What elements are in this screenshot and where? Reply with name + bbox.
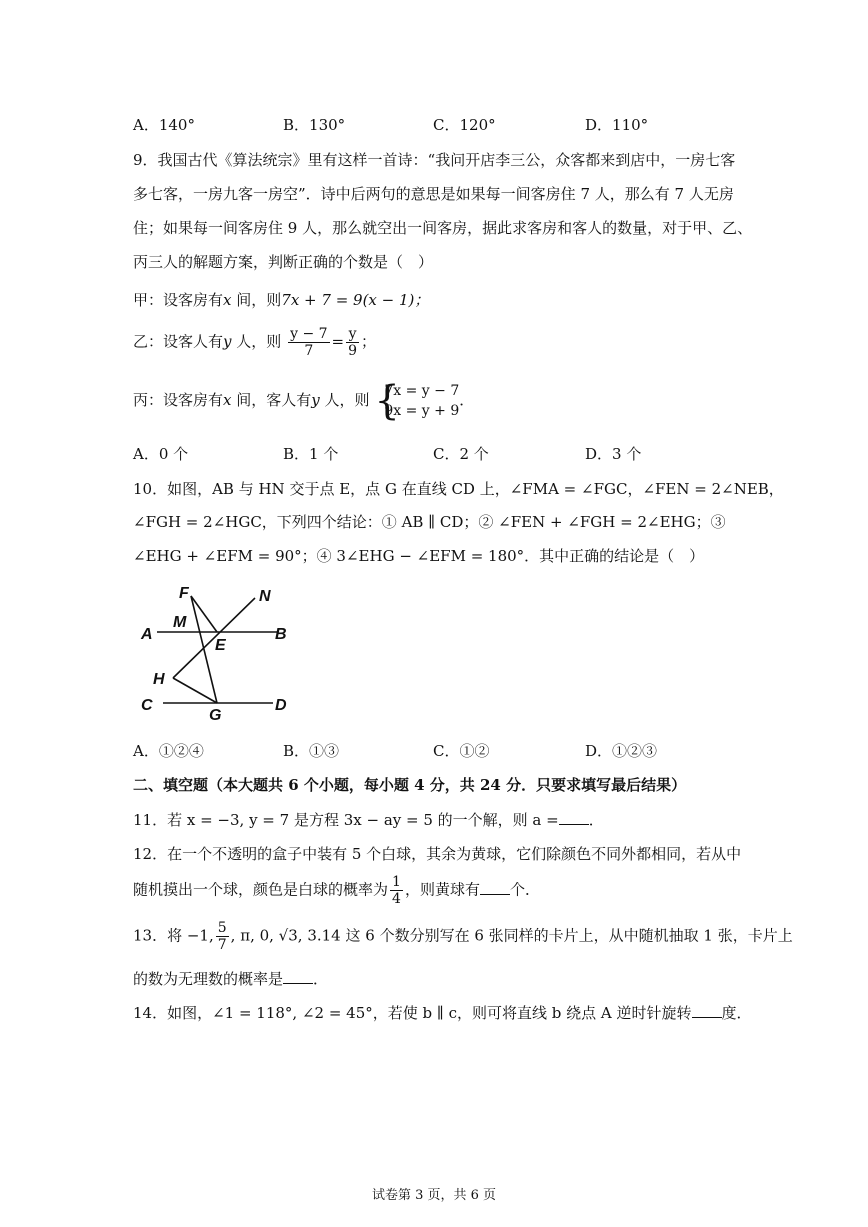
q9-bing-system: { 7x = y − 7 9x = y + 9 [374, 378, 460, 424]
q14-answer-blank[interactable] [692, 1003, 722, 1018]
q12-fraction: $\frac{1}{4}$ [392, 874, 401, 907]
label-f: F [179, 585, 189, 602]
line-hg [173, 678, 217, 703]
q9-option-d: D．3 个 [585, 445, 642, 463]
q9-option-b: B．1 个 [283, 445, 339, 463]
q8-option-a: A．140° [133, 116, 195, 134]
q8-option-b: B．130° [283, 116, 346, 134]
q10-option-c: C．①② [433, 742, 490, 760]
q13-line-2: 的数为无理数的概率是 ． [133, 970, 329, 988]
q9-option-c: C．2 个 [433, 445, 489, 463]
q9-bing: 丙：设客房有x 间，客人有y 人，则 { 7x = y − 7 9x = y + 9 ． [133, 378, 475, 424]
q9-line-1: 9．我国古代《算法统宗》里有这样一首诗：“我问开店李三公，众客都来到店中，一房七客 [133, 151, 736, 169]
q10-option-b: B．①③ [283, 742, 340, 760]
q13-fraction: $\frac{5}{7}$ [217, 920, 227, 953]
q9-line-3: 住；如果每一间客房住 9 人，那么就空出一间客房，据此求客房和客人的数量，对于甲、乙、 [133, 219, 753, 237]
label-m: M [173, 614, 187, 631]
label-b: B [275, 626, 287, 643]
q9-line-4: 丙三人的解题方案，判断正确的个数是（ ） [133, 253, 434, 271]
label-d: D [275, 697, 287, 714]
q9-option-a: A．0 个 [133, 445, 189, 463]
q10-geometry-figure [135, 580, 305, 720]
q11: 11．若 x = −3, y = 7 是方程 3x − ay = 5 的一个解，则 a = ． [133, 811, 604, 829]
q9-yi: 乙：设客人有y 人，则 $\frac{y - 7}{7}$ = $\frac{y}{9}$ ； [133, 326, 377, 359]
line-hn [173, 598, 255, 678]
q10-line-2: ∠FGH = 2∠HGC，下列四个结论：① AB ∥ CD；② ∠FEN + ∠FGH = 2∠EHG；③ [133, 513, 726, 531]
q9-jia: 甲：设客房有x 间，则7x + 7 = 9(x − 1)； [133, 291, 430, 309]
q8-option-c: C．120° [433, 116, 496, 134]
q9-yi-fraction-left: $\frac{y - 7}{7}$ [290, 326, 328, 359]
q13-line-1: 13．将 −1, $\frac{5}{7}$ , π, 0, √3, 3.14 这 6 个数分别写在 6 张同样的卡片上，从中随机抽取 1 张，卡片上 [133, 920, 793, 953]
q12-line-2: 随机摸出一个球，颜色是白球的概率为 $\frac{1}{4}$ ，则黄球有 个． [133, 874, 540, 907]
page-footer: 试卷第 3 页，共 6 页 [371, 1188, 497, 1203]
section-2-title: 二、填空题（本大题共 6 个小题，每小题 4 分，共 24 分．只要求填写最后结果） [133, 776, 687, 794]
q12-answer-blank[interactable] [480, 880, 510, 895]
q10-line-3: ∠EHG + ∠EFM = 90°；④ 3∠EHG − ∠EFM = 180°．其中正确的结论是（ ） [133, 547, 705, 565]
line-fg [191, 596, 217, 703]
label-a: A [141, 626, 153, 643]
q10-line-1: 10．如图，AB 与 HN 交于点 E，点 G 在直线 CD 上，∠FMA = ∠FGC，∠FEN = 2∠NEB， [133, 480, 784, 498]
q10-option-a: A．①②④ [133, 742, 204, 760]
q11-answer-blank[interactable] [559, 810, 589, 825]
q14: 14．如图，∠1 = 118°, ∠2 = 45°，若使 b ∥ c，则可将直线 b 绕点 A 逆时针旋转 度． [133, 1004, 752, 1022]
q8-option-d: D．110° [585, 116, 649, 134]
label-e: E [215, 637, 226, 654]
q9-yi-fraction-right: $\frac{y}{9}$ [348, 326, 358, 359]
label-n: N [259, 588, 271, 605]
q12-line-1: 12．在一个不透明的盒子中装有 5 个白球，其余为黄球，它们除颜色不同外都相同，若从中 [133, 845, 742, 863]
q13-answer-blank[interactable] [283, 969, 313, 984]
label-g: G [209, 707, 222, 720]
label-h: H [153, 671, 165, 688]
label-c: C [141, 697, 153, 714]
q9-line-2: 多七客，一房九客一房空”．诗中后两句的意思是如果每一间客房住 7 人，那么有 7 人无房 [133, 185, 734, 203]
q10-option-d: D．①②③ [585, 742, 658, 760]
